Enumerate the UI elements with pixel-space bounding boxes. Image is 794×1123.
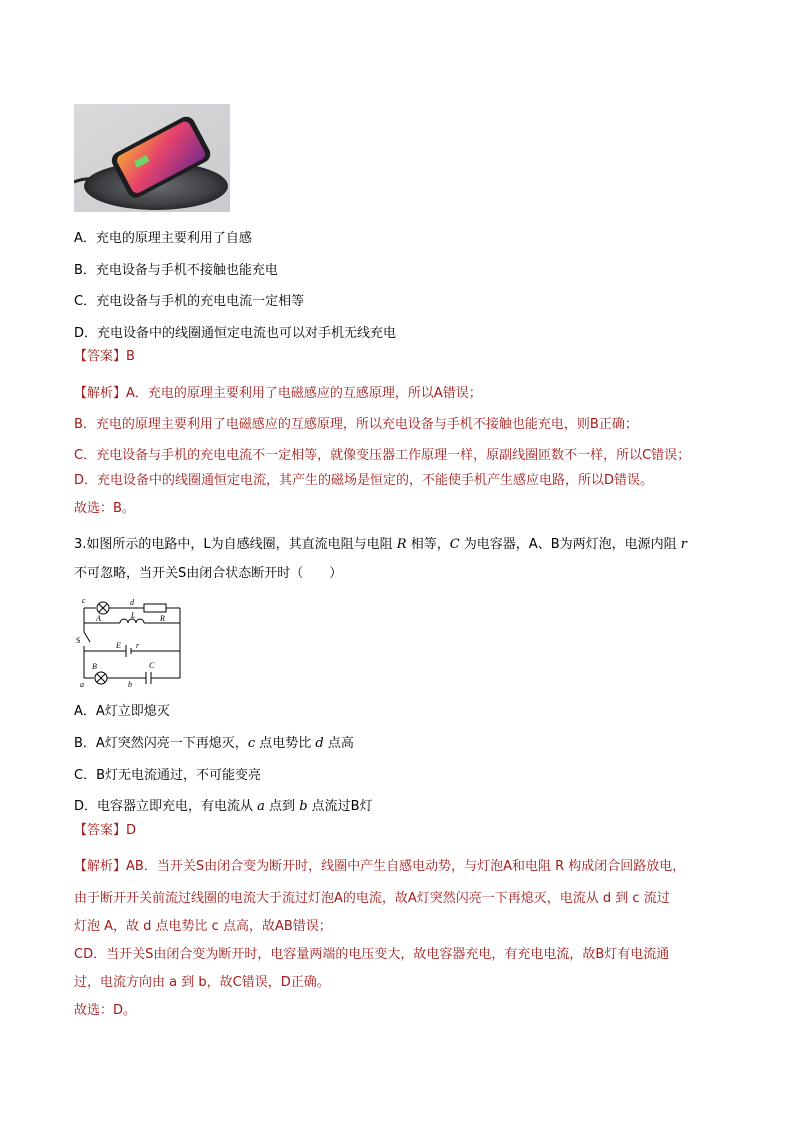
label-C: C (149, 661, 155, 670)
q2-option-a: A．充电的原理主要利用了自感 (74, 231, 252, 246)
option-var: b (299, 799, 308, 814)
analysis-label: 【解析】 (74, 859, 127, 874)
q2-analysis-line: D．充电设备中的线圈通恒定电流，其产生的磁场是恒定的，不能使手机产生感应电路，所以D错误。 (74, 473, 654, 488)
q2-analysis-line: B．充电的原理主要利用了电磁感应的互感原理，所以充电设备与手机不接触也能充电，则B正确； (74, 417, 638, 432)
label-R: R (160, 614, 165, 623)
q2-option-c: C．充电设备与手机的充电电流一定相等 (74, 294, 305, 309)
q3-stem-line (74, 536, 687, 554)
option-text: 点到 (264, 799, 300, 814)
q3-answer (74, 822, 136, 840)
option-text: D．电容器立即充电，有电流从 (74, 799, 258, 814)
stem-var: C (449, 537, 460, 552)
label-A: A (96, 614, 101, 623)
stem-text: 相等， (406, 537, 450, 552)
label-E: E (116, 641, 121, 650)
label-r: r (136, 641, 140, 650)
q3-analysis-line: 故选：D。 (74, 1003, 137, 1018)
label-b: b (128, 680, 132, 688)
option-var: d (315, 736, 324, 751)
q2-option-b: B．充电设备与手机不接触也能充电 (74, 263, 278, 278)
answer-label: 【答案】 (74, 349, 127, 364)
q2-answer (74, 348, 135, 366)
stem-text: 3.如图所示的电路中，L为自感线圈，其直流电阻与电阻 (74, 537, 397, 552)
label-d: d (130, 598, 134, 607)
q3-stem-line: 不可忽略，当开关S由闭合状态断开时（ ） (74, 566, 343, 581)
label-a: a (80, 680, 84, 688)
q3-option-d (74, 798, 373, 816)
stem-var: r (680, 537, 687, 552)
analysis-text: A．充电的原理主要利用了电磁感应的互感原理，所以A错误； (126, 386, 482, 401)
analysis-text: AB．当开关S由闭合变为断开时，线圈中产生自感电动势，与灯泡A和电阻 R 构成闭合回路放电， (126, 859, 686, 874)
option-text: A．A灯立即熄灭 (74, 704, 170, 719)
q3-option-a (74, 703, 170, 721)
option-text: 点高 (323, 736, 354, 751)
label-c: c (82, 596, 86, 605)
q3-analysis-line: 过，电流方向由 a 到 b，故C错误，D正确。 (74, 975, 330, 990)
q3-analysis-line: CD．当开关S由闭合变为断开时，电容量两端的电压变大，故电容器充电，有充电电流，故B灯有电流通 (74, 947, 670, 962)
option-var: a (257, 799, 265, 814)
q3-analysis-line: 灯泡 A，故 d 点电势比 c 点高，故AB错误； (74, 919, 332, 934)
option-text: 点流过B灯 (307, 799, 373, 814)
q2-analysis-line: 故选：B。 (74, 501, 135, 516)
label-S: S (76, 636, 81, 645)
q2-analysis-line: C．充电设备与手机的充电电流不一定相等，就像变压器工作原理一样，原副线圈匝数不一样，所以C错误； (74, 448, 691, 463)
q3-option-c (74, 767, 261, 785)
answer-value: B (126, 349, 135, 364)
analysis-label: 【解析】 (74, 386, 127, 401)
option-var: c (247, 736, 256, 751)
q3-analysis-line: 由于断开开关前流过线圈的电流大于流过灯泡A的电流，故A灯突然闪亮一下再熄灭，电流从 d 到 c 流过 (74, 891, 670, 906)
option-text: C．B灯无电流通过，不可能变亮 (74, 768, 261, 783)
q3-analysis-line (74, 858, 685, 876)
circuit-diagram (76, 596, 188, 688)
answer-label: 【答案】 (74, 823, 127, 838)
q2-option-d: D．充电设备中的线圈通恒定电流也可以对手机无线充电 (74, 326, 397, 341)
stem-text: 为电容器，A、B为两灯泡，电源内阻 (459, 537, 681, 552)
option-text: B．A灯突然闪亮一下再熄灭， (74, 736, 248, 751)
label-B: B (92, 662, 97, 671)
answer-value: D (126, 823, 137, 838)
q3-option-b (74, 735, 354, 753)
label-L: L (131, 611, 136, 620)
option-text: 点电势比 (255, 736, 316, 751)
wireless-charging-photo (74, 104, 230, 212)
q2-analysis-line (74, 385, 482, 403)
stem-var: R (396, 537, 407, 552)
